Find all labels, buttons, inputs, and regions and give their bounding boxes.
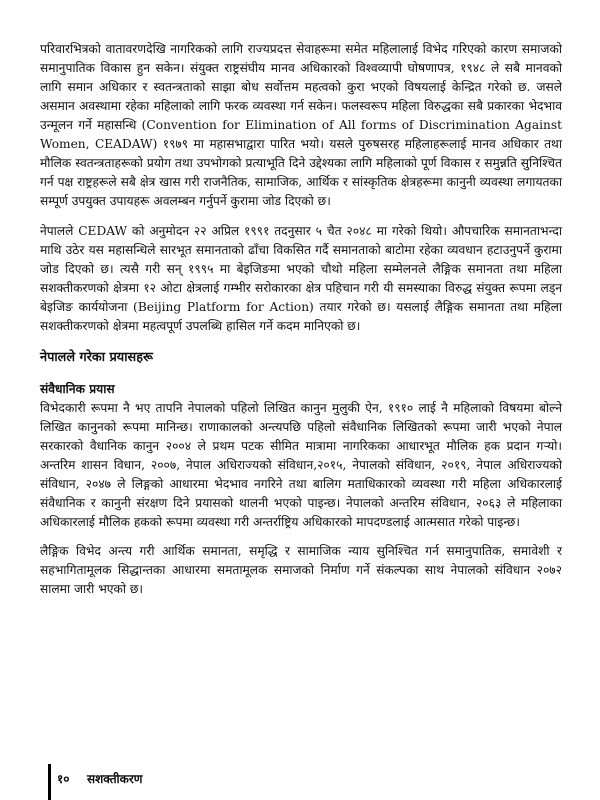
page-footer	[40, 764, 562, 788]
footer-title: सशक्तीकरण	[87, 772, 143, 786]
paragraph-constitutional-efforts: विभेदकारी रूपमा नै भए तापनि नेपालको पहिलो लिखित कानुन मुलुकी ऐन, १९१० लाई नै महिलाको विषयमा बोल्ने लिखित कानुनको रूपमा मानिन्छ। राणाकालको अन्त्यपछि पहिलो संवैधानिक लिखितको रूपमा जारी भएको नेपाल सरकारको वैधानिक कानुन २००४ ले प्रथम पटक सीमित मात्रामा नागरिकका आधारभूत मौलिक हक प्रदान गर्‍यो। अन्तरिम शासन विधान, २००७, नेपाल अधिराज्यको संविधान,२०१५, नेपालको संविधान, २०१९, नेपाल अधिराज्यको संविधान, २०४७ ले लिङ्गको आधारमा भेदभाव नगरिने तथा बालिग मताधिकारको व्यवस्था गरी महिला अधिकारलाई संवैधानिक र कानुनी संरक्षण दिने प्रयासको थालनी भएको पाइन्छ। नेपालको अन्तरिम संविधान, २०६३ ले महिलाका अधिकारलाई मौलिक हकको रूपमा व्यवस्था गरी अन्तर्राष्ट्रिय अधिकारको मापदण्डलाई आत्मसात गरेको पाइन्छ।	[40, 401, 562, 529]
paragraph-nepal-ratification: नेपालले CEDAW को अनुमोदन २२ अप्रिल १९९१ तदनुसार ५ चैत २०४८ मा गरेको थियो। औपचारिक समानताभन्दा माथि उठेर यस महासन्धिले सारभूत समानताको ढाँचा विकसित गर्दै समानताको बाटोमा रहेका व्यवधान हटाउनुपर्ने कुरामा जोड दिएको छ। त्यसै गरी सन् १९९५ मा बेइजिङमा भएको चौथो महिला सम्मेलनले लैङ्गिक समानता तथा महिला सशक्तीकरणको क्षेत्रमा १२ ओटा क्षेत्रलाई गम्भीर सरोकारका क्षेत्र पहिचान गरी यी समस्याका विरुद्ध संयुक्त रूपमा लड्न बेइजिङ कार्ययोजना (Beijing Platform for Action) तयार गरेको छ। यसलाई लैङ्गिक समानता तथा महिला सशक्तीकरणको क्षेत्रमा महत्वपूर्ण उपलब्धि हासिल गर्ने कदम मानिएको छ।	[40, 224, 562, 333]
document-page	[40, 40, 562, 599]
paragraph-cedaw-background: परिवारभित्रको वातावरणदेखि नागरिकको लागि राज्यप्रदत्त सेवाहरूमा समेत महिलालाई विभेद गरिएको कारण समाजको समानुपातिक विकास हुन सकेन। संयुक्त राष्ट्रसंघीय मानव अधिकारको विश्वव्यापी घोषणापत्र, १९४८ ले सबै मानवको लागि समान अधिकार र स्वतन्त्रताको साझा बोध सर्वोत्तम महत्वको कुरा भएको विषयलाई केन्द्रित गरेको छ. जसले असमान अवस्थामा रहेका महिलाको लागि फरक व्यवस्था गर्न सकेन। फलस्वरूप महिला विरुद्धका सबै प्रकारका भेदभाव उन्मूलन गर्ने महासन्धि (Convention for Elimination of All forms of Discrimination Against Women, CEADAW) १९७९ मा महासभाद्वारा पारित भयो। यसले पुरुषसरह महिलाहरूलाई मानव अधिकार तथा मौलिक स्वतन्त्रताहरूको प्रयोग तथा उपभोगको प्रत्याभूति दिने उद्देश्यका लागि महिलाको पूर्ण विकास र समुन्नति सुनिश्चित गर्न पक्ष राष्ट्रहरूले सबै क्षेत्र खास गरी राजनैतिक, सामाजिक, आर्थिक र सांस्कृतिक क्षेत्रहरूमा कानुनी व्यवस्था लगायतका सम्पूर्ण उपयुक्त उपायहरू अवलम्बन गर्नुपर्ने कुरामा जोड दिएको छ।	[40, 42, 562, 208]
paragraph-constitution-2072: लैङ्गिक विभेद अन्त्य गरी आर्थिक समानता, समृद्धि र सामाजिक न्याय सुनिश्चित गर्न समानुपातिक, समावेशी र सहभागितामूलक सिद्धान्तका आधारमा समतामूलक समाजको निर्माण गर्ने संकल्पका साथ नेपालको संविधान २०७२ सालमा जारी भएको छ।	[40, 544, 562, 596]
section-heading: नेपालले गरेका प्रयासहरू	[40, 350, 153, 365]
subsection-heading: संवैधानिक प्रयास	[40, 382, 115, 396]
footer-divider	[48, 764, 51, 800]
page-number: १०	[57, 772, 70, 786]
